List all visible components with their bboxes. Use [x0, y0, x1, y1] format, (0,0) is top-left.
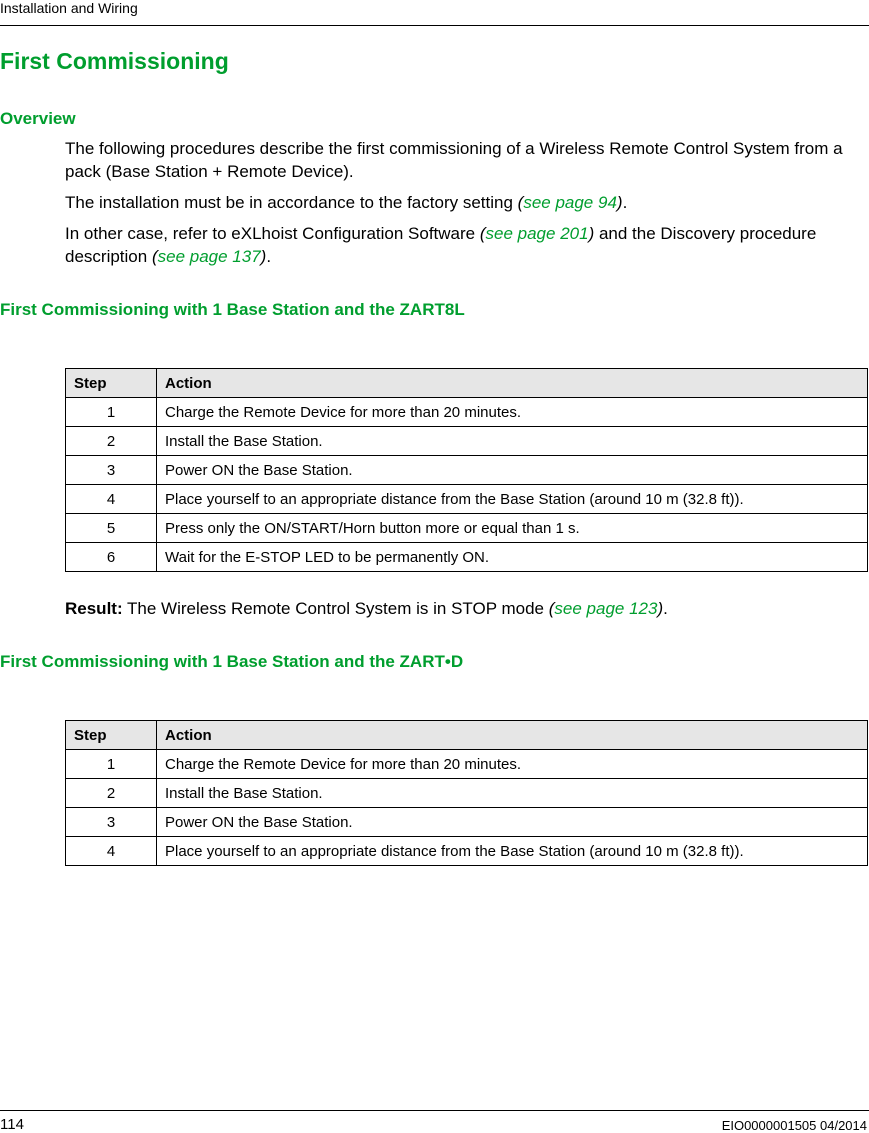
overview-paragraph-3: In other case, refer to eXLhoist Configuration Software (see page 201) and the Discovery procedure description (see page 137).	[65, 224, 817, 266]
see-page-123-link[interactable]: see page 123	[554, 599, 658, 618]
see-page-137-link[interactable]: see page 137	[157, 247, 261, 266]
step-action: Place yourself to an appropriate distance from the Base Station (around 10 m (32.8 ft)).	[157, 837, 868, 866]
table-row	[66, 808, 868, 837]
result-label: Result:	[65, 599, 123, 618]
table-row	[66, 779, 868, 808]
paragraph-text: In other case, refer to eXLhoist Configuration Software	[65, 224, 480, 243]
zartd-steps-table	[65, 720, 868, 866]
paragraph-text: The installation must be in accordance to the factory setting	[65, 193, 518, 212]
document-reference: EIO0000001505 04/2014	[721, 1118, 867, 1133]
table-row	[66, 427, 868, 456]
table-header-row	[66, 369, 868, 398]
table-header-row	[66, 721, 868, 750]
step-number: 5	[66, 514, 157, 543]
running-header: Installation and Wiring	[0, 0, 138, 16]
step-number: 3	[66, 456, 157, 485]
see-page-94-link[interactable]: see page 94	[523, 193, 617, 212]
step-number: 2	[66, 779, 157, 808]
section-zart8l-heading: First Commissioning with 1 Base Station and the ZART8L	[0, 300, 465, 319]
step-column-header: Step	[66, 721, 157, 750]
table-row	[66, 750, 868, 779]
step-action: Wait for the E-STOP LED to be permanently ON.	[157, 543, 868, 572]
step-action: Install the Base Station.	[157, 779, 868, 808]
step-action: Place yourself to an appropriate distance from the Base Station (around 10 m (32.8 ft)).	[157, 485, 868, 514]
table-row	[66, 543, 868, 572]
step-number: 2	[66, 427, 157, 456]
header-divider	[0, 25, 869, 26]
step-number: 4	[66, 485, 157, 514]
step-action: Charge the Remote Device for more than 20 minutes.	[157, 398, 868, 427]
overview-paragraph-2: The installation must be in accordance to the factory setting (see page 94).	[65, 193, 628, 212]
action-column-header: Action	[157, 369, 868, 398]
step-action: Power ON the Base Station.	[157, 808, 868, 837]
step-number: 1	[66, 750, 157, 779]
section-zartd-heading: First Commissioning with 1 Base Station and the ZART•D	[0, 652, 464, 671]
see-page-201-link[interactable]: see page 201	[485, 224, 589, 243]
table-row	[66, 485, 868, 514]
page-number: 114	[0, 1116, 24, 1133]
step-number: 4	[66, 837, 157, 866]
step-action: Install the Base Station.	[157, 427, 868, 456]
step-column-header: Step	[66, 369, 157, 398]
table-row	[66, 456, 868, 485]
step-number: 3	[66, 808, 157, 837]
result-paragraph: Result: The Wireless Remote Control System is in STOP mode (see page 123).	[65, 599, 668, 618]
paragraph-text: The Wireless Remote Control System is in STOP mode	[122, 599, 549, 618]
table-row	[66, 398, 868, 427]
step-number: 6	[66, 543, 157, 572]
step-action: Power ON the Base Station.	[157, 456, 868, 485]
action-column-header: Action	[157, 721, 868, 750]
step-number: 1	[66, 398, 157, 427]
footer-divider	[0, 1110, 869, 1111]
table-row	[66, 837, 868, 866]
table-row	[66, 514, 868, 543]
step-action: Press only the ON/START/Horn button more or equal than 1 s.	[157, 514, 868, 543]
zart8l-steps-table	[65, 368, 868, 572]
overview-paragraph-1: The following procedures describe the first commissioning of a Wireless Remote Control System from a pack (Base Station + Remote Device).	[65, 139, 843, 181]
step-action: Charge the Remote Device for more than 20 minutes.	[157, 750, 868, 779]
paragraph-text: and the Discovery procedure description	[65, 224, 817, 266]
overview-heading: Overview	[0, 109, 76, 128]
page-title: First Commissioning	[0, 48, 229, 74]
